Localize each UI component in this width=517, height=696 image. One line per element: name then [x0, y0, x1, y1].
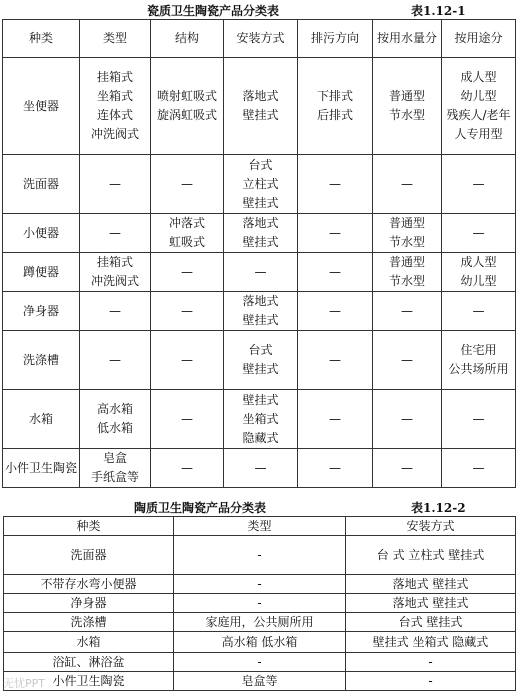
cell: 普通型 节水型 [373, 253, 442, 292]
cell: 落地式 壁挂式 [346, 575, 516, 594]
cell: — [80, 331, 151, 390]
table-row [3, 253, 516, 292]
table2-title: 陶质卫生陶瓷产品分类表 [134, 501, 267, 515]
cell: 家庭用，公共厕所用 [174, 613, 346, 632]
cell: 台式 壁挂式 [346, 613, 516, 632]
cell: — [298, 253, 373, 292]
table-row [3, 58, 516, 155]
cell: 皂盒等 [174, 672, 346, 691]
cell: 净身器 [4, 594, 174, 613]
cell: 壁挂式 坐箱式 隐藏式 [224, 390, 298, 449]
table-row [4, 653, 516, 672]
table1-title: 瓷质卫生陶瓷产品分类表 [147, 4, 280, 18]
cell: 成人型 幼儿型 [442, 253, 516, 292]
porcelain-classification-table [2, 19, 516, 488]
cell: 水箱 [4, 632, 174, 653]
cell: — [373, 449, 442, 488]
cell: 喷射虹吸式 旋涡虹吸式 [151, 58, 224, 155]
cell: 小便器 [3, 214, 80, 253]
cell: — [80, 292, 151, 331]
cell: — [442, 449, 516, 488]
table2-number: 表1.12-2 [411, 501, 466, 515]
cell: — [442, 390, 516, 449]
cell: 冲落式 虹吸式 [151, 214, 224, 253]
cell: — [298, 390, 373, 449]
table-row [4, 575, 516, 594]
cell: 落地式 壁挂式 [224, 58, 298, 155]
cell: - [174, 653, 346, 672]
cell: 小件卫生陶瓷 [3, 449, 80, 488]
cell: - [174, 536, 346, 575]
cell: 挂箱式 冲洗阀式 [80, 253, 151, 292]
cell: - [346, 653, 516, 672]
cell: — [151, 449, 224, 488]
cell: — [373, 292, 442, 331]
cell: — [224, 449, 298, 488]
cell: — [80, 155, 151, 214]
t1-col-water: 按用水量分 [373, 20, 442, 58]
cell: 洗涤槽 [4, 613, 174, 632]
cell: — [373, 390, 442, 449]
cell: 普通型 节水型 [373, 58, 442, 155]
cell: 高水箱 低水箱 [174, 632, 346, 653]
cell: 壁挂式 坐箱式 隐藏式 [346, 632, 516, 653]
cell: — [442, 155, 516, 214]
cell: 落地式 壁挂式 [224, 292, 298, 331]
cell: — [151, 155, 224, 214]
cell: — [298, 331, 373, 390]
cell: 坐便器 [3, 58, 80, 155]
cell: 水箱 [3, 390, 80, 449]
t1-col-kind: 种类 [3, 20, 80, 58]
t2-col-kind: 种类 [4, 517, 174, 536]
cell: — [442, 292, 516, 331]
cell: — [373, 331, 442, 390]
cell: — [151, 331, 224, 390]
table-row [4, 594, 516, 613]
cell: 净身器 [3, 292, 80, 331]
t1-col-drain: 排污方向 [298, 20, 373, 58]
cell: 下排式 后排式 [298, 58, 373, 155]
cell: - [174, 575, 346, 594]
t2-col-type: 类型 [174, 517, 346, 536]
cell: — [151, 390, 224, 449]
cell: 高水箱 低水箱 [80, 390, 151, 449]
table-row [3, 449, 516, 488]
table-row [4, 613, 516, 632]
table-row [4, 536, 516, 575]
cell: 台式 立柱式 壁挂式 [224, 155, 298, 214]
cell: 蹲便器 [3, 253, 80, 292]
cell: — [151, 292, 224, 331]
cell: - [174, 594, 346, 613]
table1-number: 表1.12-1 [411, 4, 466, 18]
table-row [3, 292, 516, 331]
cell: 洗面器 [4, 536, 174, 575]
cell: 台式 壁挂式 [224, 331, 298, 390]
t1-col-install: 安装方式 [224, 20, 298, 58]
table1-header-row [3, 20, 516, 58]
cell: — [298, 214, 373, 253]
cell: 洗面器 [3, 155, 80, 214]
table-row [3, 155, 516, 214]
t1-col-type: 类型 [80, 20, 151, 58]
cell: — [298, 449, 373, 488]
cell: 洗涤槽 [3, 331, 80, 390]
cell: 浴缸、淋浴盆 [4, 653, 174, 672]
cell: 皂盒 手纸盒等 [80, 449, 151, 488]
cell: — [224, 253, 298, 292]
cell: 不带存水弯小便器 [4, 575, 174, 594]
cell: 普通型 节水型 [373, 214, 442, 253]
t2-col-install: 安装方式 [346, 517, 516, 536]
table2-header-row [4, 517, 516, 536]
cell: 落地式 壁挂式 [224, 214, 298, 253]
table-row [3, 214, 516, 253]
cell: 住宅用 公共场所用 [442, 331, 516, 390]
cell: 台 式 立柱式 壁挂式 [346, 536, 516, 575]
t1-col-use: 按用途分 [442, 20, 516, 58]
cell: — [80, 214, 151, 253]
t1-col-structure: 结构 [151, 20, 224, 58]
watermark: 无忧PPT [3, 677, 45, 690]
cell: — [298, 292, 373, 331]
cell: 落地式 壁挂式 [346, 594, 516, 613]
cell: — [442, 214, 516, 253]
cell: - [346, 672, 516, 691]
cell: — [373, 155, 442, 214]
cell: 小件卫生陶瓷 [4, 672, 174, 691]
pottery-classification-table [3, 516, 516, 691]
table-row [4, 672, 516, 691]
table-row [3, 331, 516, 390]
table-row [3, 390, 516, 449]
cell: — [151, 253, 224, 292]
cell: 挂箱式 坐箱式 连体式 冲洗阀式 [80, 58, 151, 155]
table-row [4, 632, 516, 653]
cell: — [298, 155, 373, 214]
cell: 成人型 幼儿型 残疾人/老年人专用型 [442, 58, 516, 155]
